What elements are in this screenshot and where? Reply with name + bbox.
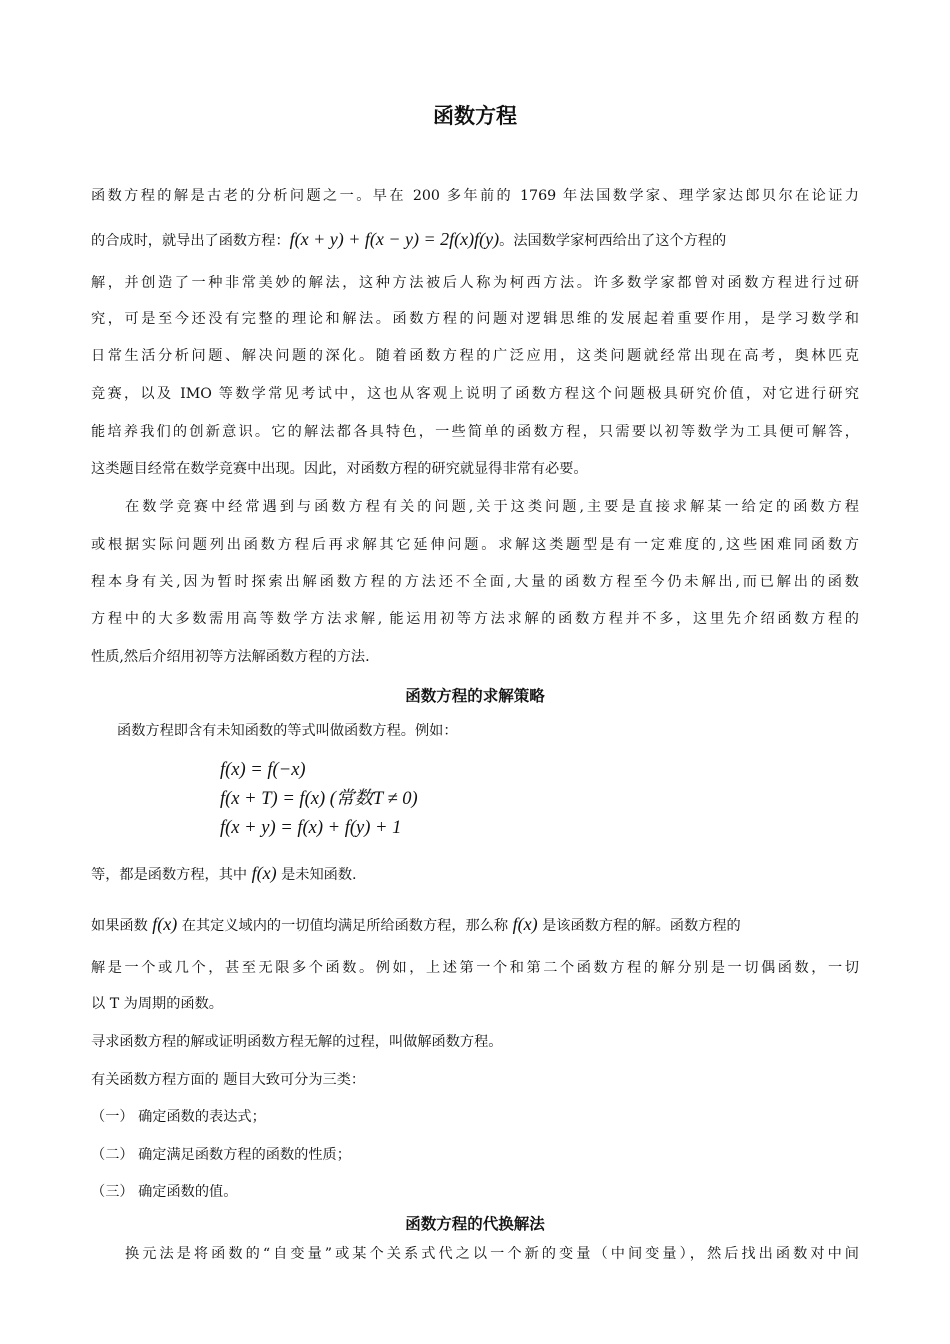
unknown-function-line [91,858,859,888]
unknown-function-text-a: 等，都是函数方程，其中 [91,867,252,883]
para2-line-2: 或根据实际问题列出函数方程后再求解其它延伸问题。求解这类题型是有一定难度的,这些困难同函数方 [91,537,859,553]
solution-def-line-3: 以 T 为周期的函数。 [91,996,223,1012]
unknown-function-text-b: 是未知函数. [276,867,357,883]
intro-line-5: 日常生活分析问题、解决问题的深化。随着函数方程的广泛应用，这类问题就经常出现在高考，奥林匹克 [91,348,859,364]
solution-def-formula-2: f(x) [512,914,538,934]
equation-2: f(x + T) = f(x) (常数T ≠ 0) [220,789,418,809]
substitution-line-1: 换元法是将函数的“自变量”或某个关系式代之以一个新的变量（中间变量），然后找出函数对中间 [125,1246,859,1262]
section-heading-solving-strategy: 函数方程的求解策略 [405,687,545,705]
para2-line-3: 程本身有关,因为暂时探索出解函数方程的方法还不全面,大量的函数方程至今仍未解出,而已解出的函数 [91,574,859,590]
intro-line-8: 这类题目经常在数学竞赛中出现。因此，对函数方程的研究就显得非常有必要。 [91,461,588,477]
intro-line-1: 函数方程的解是古老的分析问题之一。早在 200 多年前的 1769 年法国数学家、理学家达郎贝尔在论证力 [91,188,859,204]
problem-type-3: （三） 确定函数的值。 [91,1184,238,1200]
equation-1: f(x) = f(−x) [220,760,306,780]
para2-line-4: 方程中的大多数需用高等数学方法求解, 能运用初等方法求解的函数方程并不多，这里先介绍函数方程的 [91,611,859,627]
intro-line-2 [91,224,859,254]
equation-3: f(x + y) = f(x) + f(y) + 1 [220,818,402,838]
solution-def-text-c: 是该函数方程的解。函数方程的 [537,918,741,934]
intro-line-6: 竞赛，以及 IMO 等数学常见考试中，这也从客观上说明了函数方程这个问题极具研究价值，对它进行研究 [91,386,859,402]
problem-types-intro: 有关函数方程方面的 题目大致可分为三类： [91,1072,366,1088]
definition-line: 函数方程即含有未知函数的等式叫做函数方程。例如： [117,723,458,739]
solution-def-text-a: 如果函数 [91,918,153,934]
solution-def-formula-1: f(x) [152,914,178,934]
solution-def-line-1 [91,909,859,939]
problem-type-2: （二） 确定满足函数方程的函数的性质； [91,1147,351,1163]
solving-definition: 寻求函数方程的解或证明函数方程无解的过程，叫做解函数方程。 [91,1034,503,1050]
intro-line-3: 解，并创造了一种非常美妙的解法，这种方法被后人称为柯西方法。许多数学家都曾对函数方程进行过研 [91,275,859,291]
intro-line-2-text-a: 的合成时，就导出了函数方程： [91,233,290,249]
intro-line-2-text-b: 。法国数学家柯西给出了这个方程的 [499,233,727,249]
solution-def-line-2: 解是一个或几个，甚至无限多个函数。例如，上述第一个和第二个函数方程的解分别是一切偶函数，一切 [91,960,859,976]
section-heading-substitution: 函数方程的代换解法 [405,1215,545,1233]
intro-line-7: 能培养我们的创新意识。它的解法都各具特色，一些简单的函数方程，只需要以初等数学为工具便可解答， [91,424,859,440]
unknown-function-formula: f(x) [251,863,277,883]
intro-line-4: 究，可是至今还没有完整的理论和解法。函数方程的问题对逻辑思维的发展起着重要作用，是学习数学和 [91,311,859,327]
document-title: 函数方程 [433,104,517,128]
para2-line-1: 在数学竞赛中经常遇到与函数方程有关的问题,关于这类问题,主要是直接求解某一给定的函数方程 [125,499,859,515]
dalembert-formula: f(x + y) + f(x − y) = 2f(x)f(y) [289,229,500,249]
para2-line-5: 性质,然后介绍用初等方法解函数方程的方法. [91,649,370,665]
solution-def-text-b: 在其定义域内的一切值均满足所给函数方程，那么称 [177,918,513,934]
problem-type-1: （一） 确定函数的表达式； [91,1109,266,1125]
